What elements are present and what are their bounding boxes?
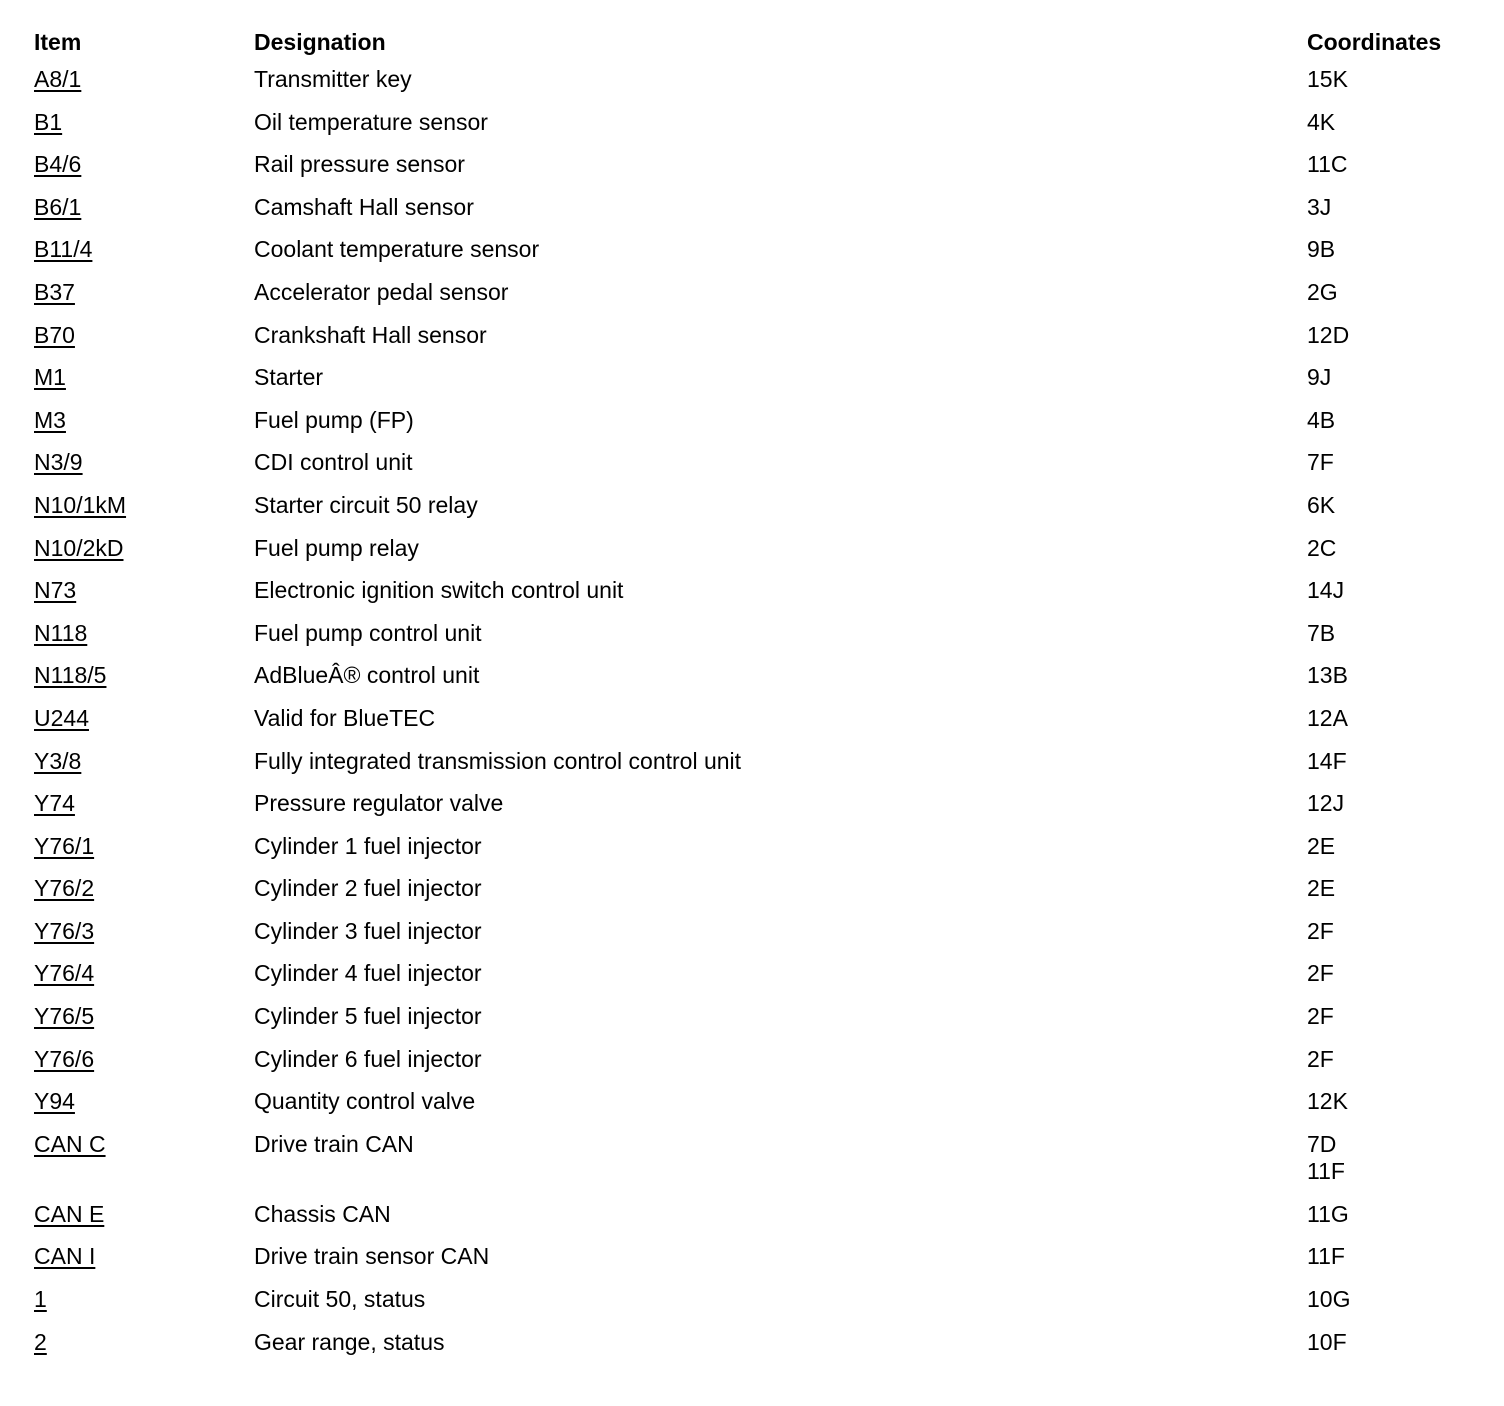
item-link[interactable]: Y74 bbox=[34, 790, 75, 817]
item-link[interactable]: CAN E bbox=[34, 1200, 105, 1227]
table-row bbox=[34, 1201, 1474, 1244]
item-cell bbox=[34, 748, 254, 775]
coordinate-value: 11G bbox=[1307, 1200, 1349, 1227]
header-coordinates: Coordinates bbox=[1307, 29, 1442, 55]
coordinate-value: 15K bbox=[1307, 66, 1348, 92]
coordinates-cell bbox=[1307, 577, 1474, 604]
coordinates-cell bbox=[1307, 279, 1474, 306]
coordinate-value: 2C bbox=[1307, 534, 1337, 561]
table-row bbox=[34, 364, 1474, 407]
table-row bbox=[34, 705, 1474, 748]
table-row bbox=[34, 535, 1474, 578]
item-cell bbox=[34, 66, 254, 93]
coordinate-value: 11F bbox=[1307, 1157, 1345, 1184]
coordinates-cell bbox=[1307, 236, 1474, 263]
item-link[interactable]: B37 bbox=[34, 278, 75, 305]
table-row bbox=[34, 620, 1474, 663]
coordinates-cell bbox=[1307, 1243, 1474, 1270]
item-cell bbox=[34, 322, 254, 349]
item-link[interactable]: Y76/1 bbox=[34, 832, 95, 859]
item-link[interactable]: Y76/5 bbox=[34, 1003, 95, 1030]
designation-cell: Circuit 50, status bbox=[254, 1286, 426, 1313]
designation-cell: Cylinder 5 fuel injector bbox=[254, 1003, 482, 1030]
coordinates-cell bbox=[1307, 66, 1474, 93]
item-cell bbox=[34, 449, 254, 476]
table-row bbox=[34, 577, 1474, 620]
item-cell bbox=[34, 1243, 254, 1270]
item-link[interactable]: Y76/3 bbox=[34, 917, 95, 944]
item-cell bbox=[34, 407, 254, 434]
designation-cell: Valid for BlueTEC bbox=[254, 704, 436, 731]
item-link[interactable]: Y76/6 bbox=[34, 1045, 95, 1072]
table-row bbox=[34, 918, 1474, 961]
header-designation: Designation bbox=[254, 29, 386, 55]
item-link[interactable]: B4/6 bbox=[34, 151, 82, 178]
designation-cell: Gear range, status bbox=[254, 1328, 445, 1355]
table-body bbox=[34, 66, 1474, 1371]
designation-cell: CDI control unit bbox=[254, 449, 413, 476]
item-link[interactable]: B11/4 bbox=[34, 236, 93, 263]
coordinate-value: 6K bbox=[1307, 491, 1336, 518]
designation-cell: Pressure regulator valve bbox=[254, 790, 504, 817]
item-link[interactable]: B1 bbox=[34, 108, 63, 135]
item-cell bbox=[34, 790, 254, 817]
item-cell bbox=[34, 875, 254, 902]
designation-cell: Fuel pump relay bbox=[254, 534, 419, 561]
item-cell bbox=[34, 705, 254, 732]
coordinate-value: 12K bbox=[1307, 1088, 1348, 1115]
item-link[interactable]: U244 bbox=[34, 704, 89, 731]
item-link[interactable]: CAN C bbox=[34, 1130, 106, 1157]
item-cell bbox=[34, 960, 254, 987]
table-row bbox=[34, 109, 1474, 152]
item-cell bbox=[34, 279, 254, 306]
table-row bbox=[34, 407, 1474, 450]
item-link[interactable]: B70 bbox=[34, 321, 75, 348]
item-cell bbox=[34, 1046, 254, 1073]
coordinates-cell bbox=[1307, 790, 1474, 817]
table-row bbox=[34, 748, 1474, 791]
coordinate-value: 13B bbox=[1307, 662, 1348, 689]
item-cell bbox=[34, 1131, 254, 1158]
coordinate-value: 2G bbox=[1307, 278, 1338, 305]
coordinate-value: 4B bbox=[1307, 406, 1336, 433]
designation-cell: Electronic ignition switch control unit bbox=[254, 577, 624, 604]
table-row bbox=[34, 236, 1474, 279]
designation-cell: Drive train sensor CAN bbox=[254, 1243, 490, 1270]
table-row bbox=[34, 790, 1474, 833]
table-header bbox=[34, 29, 1474, 66]
table-row bbox=[34, 1088, 1474, 1131]
designation-cell: Fully integrated transmission control control unit bbox=[254, 747, 742, 774]
designation-cell: Cylinder 6 fuel injector bbox=[254, 1045, 482, 1072]
designation-cell: Starter bbox=[254, 364, 324, 391]
item-link[interactable]: Y76/2 bbox=[34, 875, 95, 902]
item-link[interactable]: Y3/8 bbox=[34, 747, 82, 774]
coordinates-cell bbox=[1307, 1003, 1474, 1030]
coordinates-cell bbox=[1307, 705, 1474, 732]
item-cell bbox=[34, 364, 254, 391]
coordinates-cell bbox=[1307, 1329, 1474, 1356]
item-cell bbox=[34, 236, 254, 263]
coordinates-cell bbox=[1307, 1131, 1474, 1185]
item-link[interactable]: N10/1kM bbox=[34, 491, 127, 518]
coordinates-cell bbox=[1307, 492, 1474, 519]
coordinates-cell bbox=[1307, 1201, 1474, 1228]
table-row bbox=[34, 66, 1474, 109]
item-cell bbox=[34, 662, 254, 689]
designation-cell: Fuel pump control unit bbox=[254, 619, 482, 646]
coordinate-value: 2F bbox=[1307, 960, 1334, 987]
designation-cell: Cylinder 1 fuel injector bbox=[254, 832, 482, 859]
coordinates-cell bbox=[1307, 875, 1474, 902]
coordinates-cell bbox=[1307, 151, 1474, 178]
table-row bbox=[34, 194, 1474, 237]
item-link[interactable]: A8/1 bbox=[34, 66, 82, 92]
coordinates-cell bbox=[1307, 1088, 1474, 1115]
item-link[interactable]: N118/5 bbox=[34, 662, 107, 689]
coordinates-cell bbox=[1307, 918, 1474, 945]
table-row bbox=[34, 1286, 1474, 1329]
designation-cell: Cylinder 3 fuel injector bbox=[254, 917, 482, 944]
designation-cell: Coolant temperature sensor bbox=[254, 236, 540, 263]
coordinate-value: 11C bbox=[1307, 151, 1348, 178]
header-item: Item bbox=[34, 29, 82, 55]
item-cell bbox=[34, 918, 254, 945]
item-link[interactable]: N10/2kD bbox=[34, 534, 124, 561]
designation-cell: Chassis CAN bbox=[254, 1200, 391, 1227]
item-cell bbox=[34, 194, 254, 221]
table-row bbox=[34, 875, 1474, 918]
item-link[interactable]: B6/1 bbox=[34, 193, 82, 220]
table-row bbox=[34, 151, 1474, 194]
item-link[interactable]: N73 bbox=[34, 577, 77, 604]
coordinate-value: 12J bbox=[1307, 790, 1345, 817]
table-row bbox=[34, 1243, 1474, 1286]
table-row bbox=[34, 1003, 1474, 1046]
item-cell bbox=[34, 535, 254, 562]
item-link[interactable]: N118 bbox=[34, 619, 88, 646]
designation-cell: Accelerator pedal sensor bbox=[254, 278, 509, 305]
item-cell bbox=[34, 1201, 254, 1228]
item-cell bbox=[34, 1088, 254, 1115]
table-row bbox=[34, 322, 1474, 365]
designation-cell: AdBlueÂ® control unit bbox=[254, 662, 480, 689]
coordinates-cell bbox=[1307, 1286, 1474, 1313]
coordinate-value: 9B bbox=[1307, 236, 1336, 263]
coordinate-value: 3J bbox=[1307, 193, 1332, 220]
coordinate-value: 2F bbox=[1307, 1045, 1334, 1072]
coordinates-cell bbox=[1307, 662, 1474, 689]
item-link[interactable]: M3 bbox=[34, 406, 66, 433]
coordinates-cell bbox=[1307, 960, 1474, 987]
item-cell bbox=[34, 620, 254, 647]
coordinate-value: 10G bbox=[1307, 1286, 1351, 1313]
coordinate-value: 14J bbox=[1307, 577, 1345, 604]
item-link[interactable]: N3/9 bbox=[34, 449, 83, 476]
table-row bbox=[34, 279, 1474, 322]
item-link[interactable]: M1 bbox=[34, 364, 66, 391]
item-cell bbox=[34, 151, 254, 178]
item-cell bbox=[34, 1286, 254, 1313]
component-legend-table bbox=[34, 29, 1474, 1371]
coordinate-value: 2F bbox=[1307, 1003, 1334, 1030]
coordinate-value: 4K bbox=[1307, 108, 1336, 135]
coordinate-value: 2F bbox=[1307, 917, 1334, 944]
table-row bbox=[34, 662, 1474, 705]
designation-cell: Cylinder 4 fuel injector bbox=[254, 960, 482, 987]
designation-cell: Oil temperature sensor bbox=[254, 108, 488, 135]
coordinates-cell bbox=[1307, 322, 1474, 349]
item-link[interactable]: 1 bbox=[34, 1286, 47, 1313]
designation-cell: Quantity control valve bbox=[254, 1088, 476, 1115]
coordinate-value: 2E bbox=[1307, 875, 1336, 902]
coordinates-cell bbox=[1307, 449, 1474, 476]
coordinates-cell bbox=[1307, 364, 1474, 391]
coordinates-cell bbox=[1307, 833, 1474, 860]
item-cell bbox=[34, 833, 254, 860]
coordinate-value: 7D bbox=[1307, 1130, 1337, 1157]
coordinate-value: 14F bbox=[1307, 747, 1347, 774]
designation-cell: Crankshaft Hall sensor bbox=[254, 321, 487, 348]
coordinate-value: 7F bbox=[1307, 449, 1334, 476]
table-row bbox=[34, 449, 1474, 492]
item-cell bbox=[34, 109, 254, 136]
item-link[interactable]: Y94 bbox=[34, 1088, 75, 1115]
coordinate-value: 9J bbox=[1307, 364, 1332, 391]
item-cell bbox=[34, 492, 254, 519]
designation-cell: Rail pressure sensor bbox=[254, 151, 465, 178]
item-link[interactable]: Y76/4 bbox=[34, 960, 95, 987]
item-cell bbox=[34, 577, 254, 604]
designation-cell: Camshaft Hall sensor bbox=[254, 193, 474, 220]
coordinates-cell bbox=[1307, 748, 1474, 775]
coordinate-value: 10F bbox=[1307, 1328, 1347, 1355]
item-link[interactable]: 2 bbox=[34, 1328, 47, 1355]
coordinate-value: 11F bbox=[1307, 1243, 1345, 1270]
table-row bbox=[34, 492, 1474, 535]
item-cell bbox=[34, 1003, 254, 1030]
coordinate-value: 7B bbox=[1307, 619, 1336, 646]
coordinates-cell bbox=[1307, 535, 1474, 562]
coordinate-value: 2E bbox=[1307, 832, 1336, 859]
designation-cell: Cylinder 2 fuel injector bbox=[254, 875, 482, 902]
item-link[interactable]: CAN I bbox=[34, 1243, 96, 1270]
designation-cell: Transmitter key bbox=[254, 66, 412, 92]
coordinates-cell bbox=[1307, 407, 1474, 434]
coordinate-value: 12A bbox=[1307, 704, 1348, 731]
table-row bbox=[34, 1329, 1474, 1372]
table-row bbox=[34, 960, 1474, 1003]
designation-cell: Fuel pump (FP) bbox=[254, 406, 414, 433]
coordinate-value: 12D bbox=[1307, 321, 1350, 348]
coordinates-cell bbox=[1307, 109, 1474, 136]
designation-cell: Starter circuit 50 relay bbox=[254, 491, 478, 518]
item-cell bbox=[34, 1329, 254, 1356]
designation-cell: Drive train CAN bbox=[254, 1130, 414, 1157]
table-row bbox=[34, 833, 1474, 876]
coordinates-cell bbox=[1307, 1046, 1474, 1073]
table-row bbox=[34, 1046, 1474, 1089]
coordinates-cell bbox=[1307, 194, 1474, 221]
coordinates-cell bbox=[1307, 620, 1474, 647]
table-row bbox=[34, 1131, 1474, 1201]
